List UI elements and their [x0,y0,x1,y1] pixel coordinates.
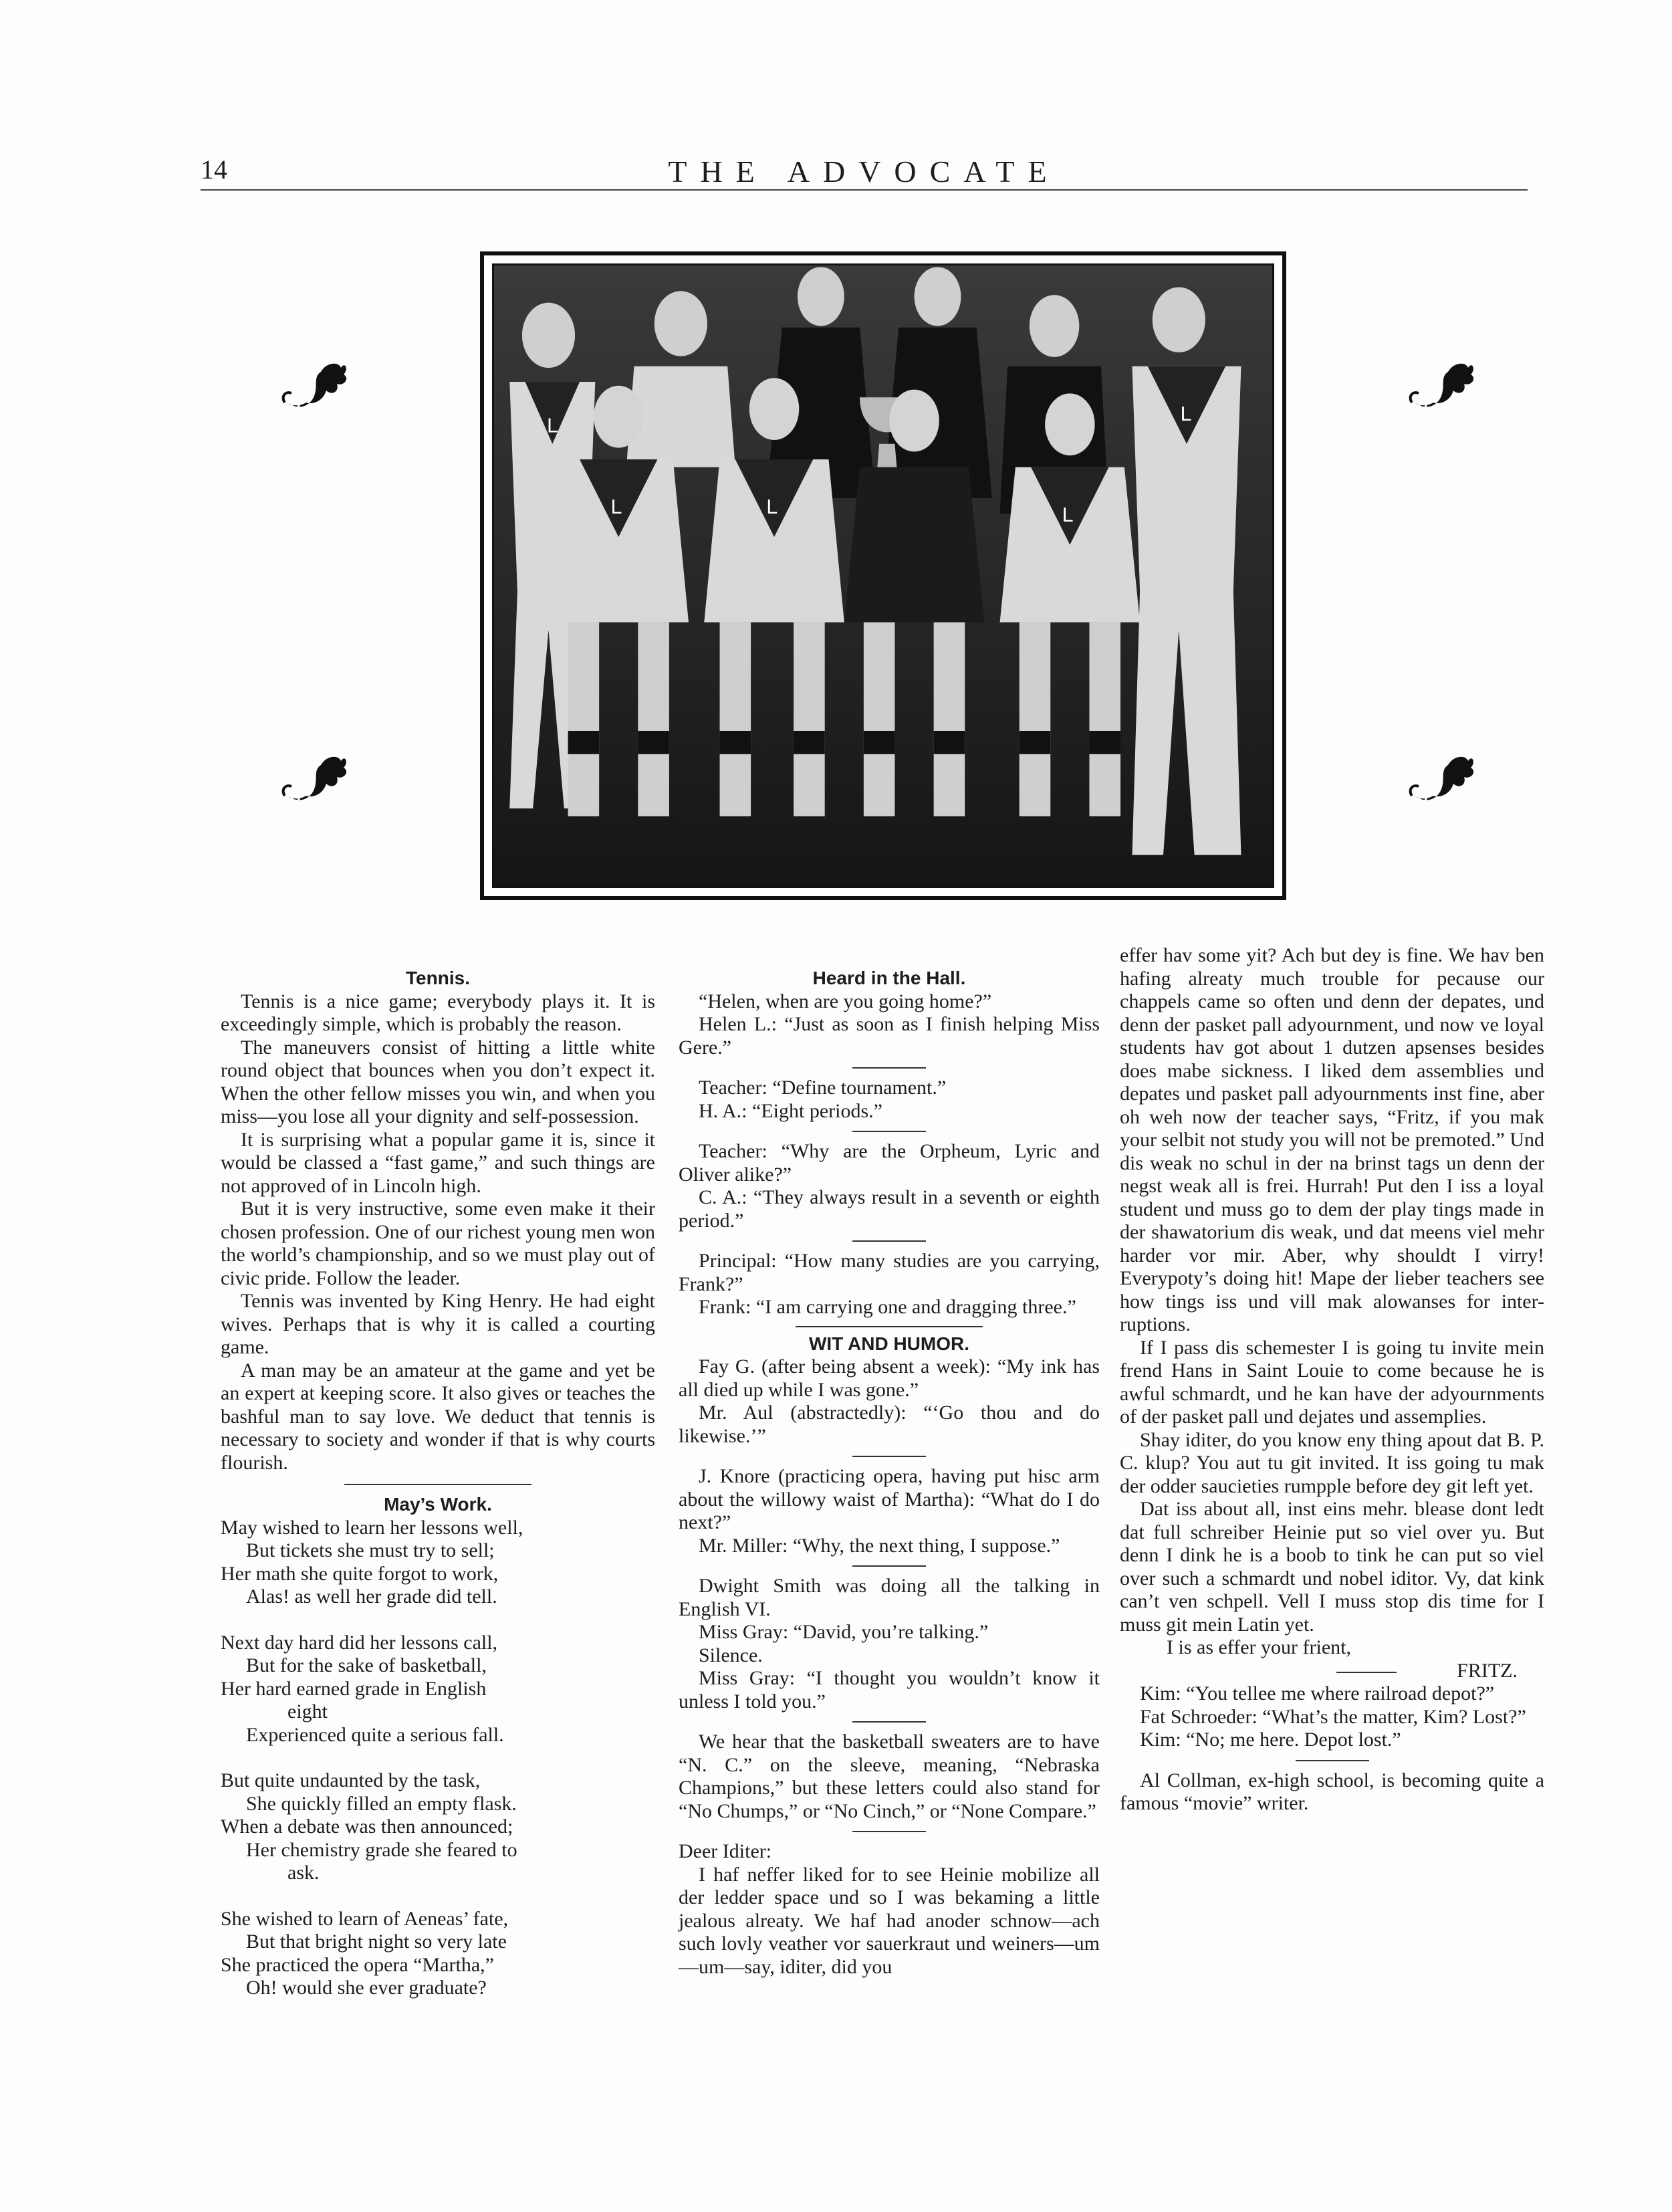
paragraph: Kim: “No; me here. Depot lost.” [1140,1729,1401,1751]
paragraph: A man may be an amateur at the game and yet be an expert at keeping score. It also gives or teaches the bashful man to say love. We deduct that tennis is necessary to society and wonder if that is why courts flourish. [221,1359,655,1474]
paragraph: Shay iditer, do you know eny thing apout dat B. P. C. klup? You aut tu git invited. It iss going tu mak der odder saucieties rumpple before dey git left yet. [1120,1428,1544,1497]
divider [852,1240,926,1242]
paragraph: Helen L.: “Just as soon as I finish helping Miss Gere.” [679,1013,1100,1059]
poem-line: Alas! as well her grade did tell. [246,1585,497,1608]
paragraph: I is as effer your frient, [1167,1636,1352,1658]
poem-line: But quite undaunted by the task, [221,1769,481,1791]
poem-line: But that bright night so very late [246,1930,507,1953]
poem-line: When a debate was then announced; [221,1815,513,1838]
signature-dash [1336,1672,1397,1673]
divider [1296,1760,1369,1761]
column-2 [679,967,1100,1979]
page-number: 14 [201,154,227,185]
signature: FRITZ. [1457,1659,1518,1682]
poem-line: She wished to learn of Aeneas’ fate, [221,1907,509,1930]
signature-line [1120,1660,1544,1683]
paragraph: I haf neffer liked for to see Heinie mobilize all der ledder space und so I was bekaming a little jealous alreaty. We haf had anoder schnow—ach such lovly veather vor sauerkraut und weiners—um—um—say, iditer, did you [679,1863,1100,1978]
leaf-ornament-icon [1407,742,1480,809]
paragraph: Principal: “How many studies are you carrying, Frank?” [679,1250,1100,1295]
paragraph: Fay G. (after being absent a week): “My ink has all died up while I was gone.” [679,1355,1100,1401]
leaf-ornament-icon [1407,349,1480,416]
paragraph: H. A.: “Eight periods.” [699,1099,882,1122]
divider [852,1565,926,1567]
column-1 [221,967,655,2000]
paragraph: Dwight Smith was doing all the talking in English VI. [679,1575,1100,1620]
poem-line: She quickly filled an empty flask. [246,1792,517,1815]
header-rule [201,189,1528,191]
paragraph: Teacher: “Define tournament.” [699,1077,947,1099]
column-3 [1120,944,1544,1815]
poem-line: Experienced quite a serious fall. [246,1723,504,1746]
page-header [201,154,1528,194]
paragraph: Dat iss about all, inst eins mehr. blease dont ledt dat full schreiber Heinie put so viel over yu. But denn I dink he is a boob to tink he can put so viel over such a schmardt und nobel iditor. Vy, dat kink can’t ven schpell. Vell I muss stop dis time for I muss git mein Latin yet. [1120,1498,1544,1636]
divider [852,1067,926,1069]
divider [852,1721,926,1723]
paragraph: “Helen, when are you going home?” [699,990,992,1012]
paragraph: Fat Schroeder: “What’s the matter, Kim? Lost?” [1140,1705,1526,1728]
paragraph: Tennis was invented by King Henry. He had eight wives. Perhaps that is why it is called a courting game. [221,1290,655,1358]
heading-heard-in-the-hall: Heard in the Hall. [812,968,966,988]
paragraph: Al Collman, ex-high school, is becoming quite a famous “movie” writer. [1120,1769,1544,1814]
section-divider [344,1484,531,1485]
paragraph: Miss Gray: “I thought you wouldn’t know it unless I told you.” [679,1667,1100,1712]
heading-mays-work: May’s Work. [384,1494,492,1515]
leaf-ornament-icon [279,349,353,416]
jersey-letter: L [610,496,622,519]
poem-line: ask. [287,1862,320,1884]
paragraph: effer hav some yit? Ach but dey is fine. We hav ben hafing alreaty much trouble for pecause our chappels came so often und denn der depates, und denn der pasket pall adyournment, und now ve loyal students hav got about 1 dutzen apsenses besides does mabe sickness. I liked dem assemblies und depates und pasket pall adyournments inst fine, aber oh weh now der teacher says, “Fritz, if you mak your selbit not study you will not be premoted.” Und dis weak no schul in der na brinst tags un denn der negst weak all is frei. Hurrah! Put den I iss a loyal student und muss go to dem der play tings made in der shawatorium dis weak, und dat meens viel mehr harder vor mir. Aber, why shouldt I virry! Everypoty’s doing hit! Mape der lieber teachers see how tings iss und vill mak alowanses for inter-ruptions. [1120,944,1544,1335]
paragraph: It is surprising what a popular game it is, since it would be classed a “fast game,” and such things are not approved of in Lincoln high. [221,1128,655,1197]
poem-line: But tickets she must try to sell; [246,1539,495,1561]
section-divider [796,1326,983,1327]
paragraph: Miss Gray: “David, you’re talking.” [699,1621,989,1643]
poem-line: She practiced the opera “Martha,” [221,1953,494,1976]
paragraph: But it is very instructive, some even make it their chosen profession. One of our richest young men won the world’s championship, and so we must play out of civic pride. Follow the leader. [221,1198,655,1289]
paragraph: C. A.: “They always result in a seventh or eighth period.” [679,1186,1100,1232]
poem-line: Her hard earned grade in English [221,1677,487,1700]
divider [852,1456,926,1457]
team-photo [492,263,1274,888]
paragraph: Mr. Miller: “Why, the next thing, I suppose.” [699,1534,1060,1557]
poem-line: Her chemistry grade she feared to [246,1838,517,1861]
heading-tennis: Tennis. [406,968,470,988]
divider [852,1131,926,1132]
paragraph: The maneuvers consist of hitting a little white round object that bounces when you don’t expect it. When the other fellow misses you win, and when you miss—you lose all your dignity and self-possession. [221,1036,655,1127]
poem-line: eight [287,1700,328,1723]
paragraph: J. Knore (practicing opera, having put hisc arm about the willowy waist of Martha): “What do I do next?” [679,1465,1100,1533]
paragraph: Silence. [699,1644,763,1666]
heading-wit-and-humor: WIT AND HUMOR. [808,1333,970,1354]
divider [852,1831,926,1832]
poem-line: May wished to learn her lessons well, [221,1516,523,1539]
jersey-letter: L [547,415,558,437]
poem-line: Oh! would she ever graduate? [246,1977,487,1999]
running-title: THE ADVOCATE [668,154,1060,189]
paragraph: Tennis is a nice game; everybody plays it. It is exceedingly simple, which is probably the reason. [221,990,655,1035]
jersey-letter: L [1062,504,1074,526]
jersey-letter: L [1180,403,1192,425]
poem-line: Her math she quite forgot to work, [221,1562,499,1585]
team-photo-frame [480,251,1286,900]
poem-line: But for the sake of basketball, [246,1654,487,1676]
leaf-ornament-icon [279,742,353,809]
paragraph: We hear that the basketball sweaters are to have “N. C.” on the sleeve, meaning, “Nebraska Champions,” but these letters could also stand for “No Chumps,” or “No Cinch,” or “None Compare.” [679,1731,1100,1822]
paragraph: Frank: “I am carrying one and dragging three.” [699,1296,1076,1318]
paragraph: Mr. Aul (abstractedly): “‘Go thou and do likewise.’” [679,1402,1100,1447]
paragraph: If I pass dis schemester I is going tu invite mein frend Hans in Saint Louie to come because he is awful schmardt, und he kan have der adyournments of der pasket pall und dejates und assemplies. [1120,1336,1544,1428]
paragraph: Teacher: “Why are the Orpheum, Lyric and Oliver alike?” [679,1140,1100,1186]
paragraph: Kim: “You tellee me where railroad depot?” [1140,1682,1495,1704]
jersey-letter: L [766,496,778,519]
poem-line: Next day hard did her lessons call, [221,1631,498,1654]
paragraph: Deer Iditer: [679,1840,772,1862]
